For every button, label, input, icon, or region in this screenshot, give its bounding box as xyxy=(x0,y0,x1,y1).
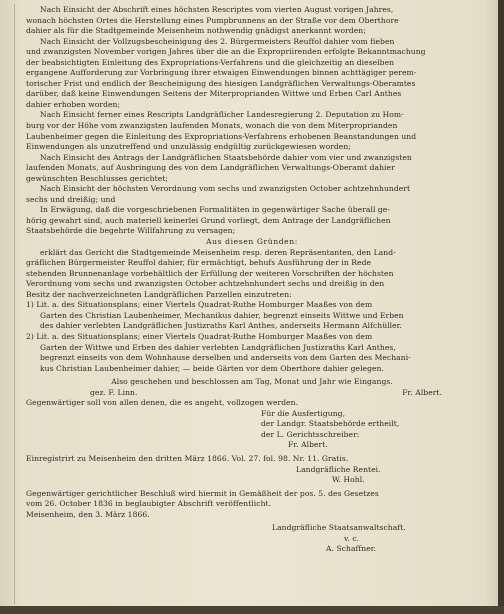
text-line: Für die Ausfertigung, xyxy=(261,408,346,418)
text-line: dahier erhoben worden; xyxy=(26,99,121,109)
signature-hohl: W. Hohl. xyxy=(332,475,365,485)
scan-edge-shadow-bottom xyxy=(0,606,504,614)
text-line: Gegenwärtiger gerichtlicher Beschluß wird hiermit in Gemäßheit der pos. 5. des Gesetzes xyxy=(26,488,379,498)
text-line: Garten der Wittwe und Erben des dahier verlebten Landgräflichen Justizraths Karl Anthes, xyxy=(40,342,396,352)
text-line: der beabsichtigten Einleitung des Expropriations-Verfahrens und die gleichzeitig an dieselben xyxy=(26,57,395,67)
text-line: Besitz der nachverzeichneten Landgräflichen Parzellen einzutreten: xyxy=(26,289,292,299)
text-line: Nach Einsicht ferner eines Rescripts Landgräflicher Landesregierung 2. Deputation zu Hom- xyxy=(40,110,404,120)
text-line: Nach Einsicht der Vollzugsbescheinigung des 2. Bürgermeisters Reuffol dahier vom fieben xyxy=(40,36,395,46)
text-line: Verordnung vom sechs und zwanzigsten October achtzehnhundert sechs und dreißig in den xyxy=(26,279,385,289)
text-line: hörig gewahrt sind, auch materiell keinerlei Grund vorliegt, dem Antrage der Landgräflichen xyxy=(26,215,391,225)
registration-line: Einregistrirt zu Meisenheim den dritten März 1866. Vol. 27. fol. 98. Nr. 11. Gratis. xyxy=(26,453,349,463)
text-line: sechs und dreißig; und xyxy=(26,194,116,204)
text-line: wonach höchsten Ortes die Herstellung eines Pumpbrunnens an der Straße vor dem Oberthore xyxy=(26,15,399,25)
text-line: torischer Frist und endlich der Bescheinigung des hiesigen Landgräflichen Verwaltungs-Oberamtes xyxy=(26,78,416,88)
text-line: gräflichen Bürgermeister Reuffol dahier, für ermächtigt, behufs Ausführung der in Rede xyxy=(26,258,372,268)
text-line: laufenden Monats, auf Ausbringung des von dem Landgräflichen Verwaltungs-Oberamt dahier xyxy=(26,163,395,173)
text-line: erklärt das Gericht die Stadtgemeinde Meisenheim resp. deren Repräsentanten, den Land- xyxy=(40,247,396,257)
text-line: kus Christian Laubenheimer dahier, — beide Gärten vor dem Oberthore dahier gelegen. xyxy=(40,363,384,373)
text-line: burg vor der Höhe vom zwanzigsten laufenden Monats, wonach die von dem Miterproprianden xyxy=(26,121,398,131)
text-line: Nach Einsicht der Abschrift eines höchsten Rescriptes vom vierten August vorigen Jahres, xyxy=(40,5,394,14)
parcel-item: 2) Lit. a. des Situationsplans; einer Viertels Quadrat-Ruthe Homburger Maaßes von dem xyxy=(26,331,373,341)
place-date: Meisenheim, den 3. März 1866. xyxy=(26,509,150,519)
signature-schaffner: A. Schaffner. xyxy=(326,544,377,554)
rentei-label: Landgräfliche Rentei. xyxy=(296,464,381,474)
text-line: Garten des Christian Laubenheimer, Mechanikus dahier, begrenzt einseits Wittwe und Erben xyxy=(40,310,404,320)
scan-edge-shadow-right xyxy=(498,0,504,614)
text-line: und zwanzigsten November vorigen Jahres über die an die Expropriirenden erfolgte Bekanntmachung xyxy=(26,47,426,57)
signature-linn: gez. F. Linn. xyxy=(90,387,138,397)
text-line: der Landgr. Staatsbehörde ertheilt, xyxy=(261,419,400,429)
text-line: dahier als für die Stadtgemeinde Meisenheim nothwendig gnädigst anerkannt worden; xyxy=(26,26,366,36)
section-heading: Aus diesen Gründen: xyxy=(206,237,298,247)
parcel-item: 1) Lit. a. des Situationsplans; einer Viertels Quadrat-Ruthe Homburger Maaßes von dem xyxy=(26,300,373,310)
authority-label: Landgräfliche Staatsanwaltschaft. xyxy=(272,523,406,533)
text-line: Nach Einsicht der höchsten Verordnung vom sechs und zwanzigsten October achtzehnhundert xyxy=(40,184,411,194)
text-line: gewünschten Beschlusses gerichtet; xyxy=(26,173,168,183)
text-line: Laubenheimer gegen die Einleitung des Expropriations-Verfahrens erhobenen Beanstandungen und xyxy=(26,131,417,141)
text-line: In Erwägung, daß die vorgeschriebenen Formalitäten in gegenwärtiger Sache überall ge- xyxy=(40,205,390,215)
text-line: der L. Gerichtsschreiber: xyxy=(261,429,360,439)
text-line: stehenden Brunnenanlage vorbehältlich der Erfüllung der weiteren Vorschriften der höchsten xyxy=(26,268,394,278)
signature-clerk: Fr. Albert. xyxy=(288,440,328,450)
document-body xyxy=(26,5,478,555)
signature-row xyxy=(26,388,478,399)
text-line: vom 26. October 1836 in beglaubigter Abschrift veröffentlicht. xyxy=(26,499,272,509)
page-margin-rule xyxy=(14,4,15,604)
text-line: begrenzt einseits von dem Wohnhause derselben und anderseits von dem Garten des Mechani- xyxy=(40,353,411,363)
vc-label: v. c. xyxy=(344,533,360,543)
closing-formula: Also geschehen und beschlossen am Tag, Monat und Jahr wie Eingangs. xyxy=(111,377,393,387)
text-line: des dahier verlebten Landgräflichen Justizraths Karl Anthes, anderseits Hermann Alfchüller. xyxy=(40,321,402,331)
text-line: Gegenwärtiger soll von allen denen, die es angeht, vollzogen werden. xyxy=(26,398,299,408)
text-line: ergangene Aufforderung zur Vorbringung ihrer etwaigen Einwendungen binnen achttägiger perem- xyxy=(26,68,417,78)
text-line: darüber, daß keine Einwendungen Seitens der Miterproprianden Wittwe und Erben Carl Anthes xyxy=(26,89,402,99)
text-line: Einwendungen als unzutreffend und unzulässig endgültig zurückgewiesen worden; xyxy=(26,142,351,152)
text-line: Staatsbehörde die begehrte Willfahrung zu versagen; xyxy=(26,226,236,236)
text-line: Nach Einsicht des Antrags der Landgräflichen Staatsbehörde dahier vom vier und zwanzigsten xyxy=(40,152,412,162)
signature-albert: Fr. Albert. xyxy=(402,387,442,397)
